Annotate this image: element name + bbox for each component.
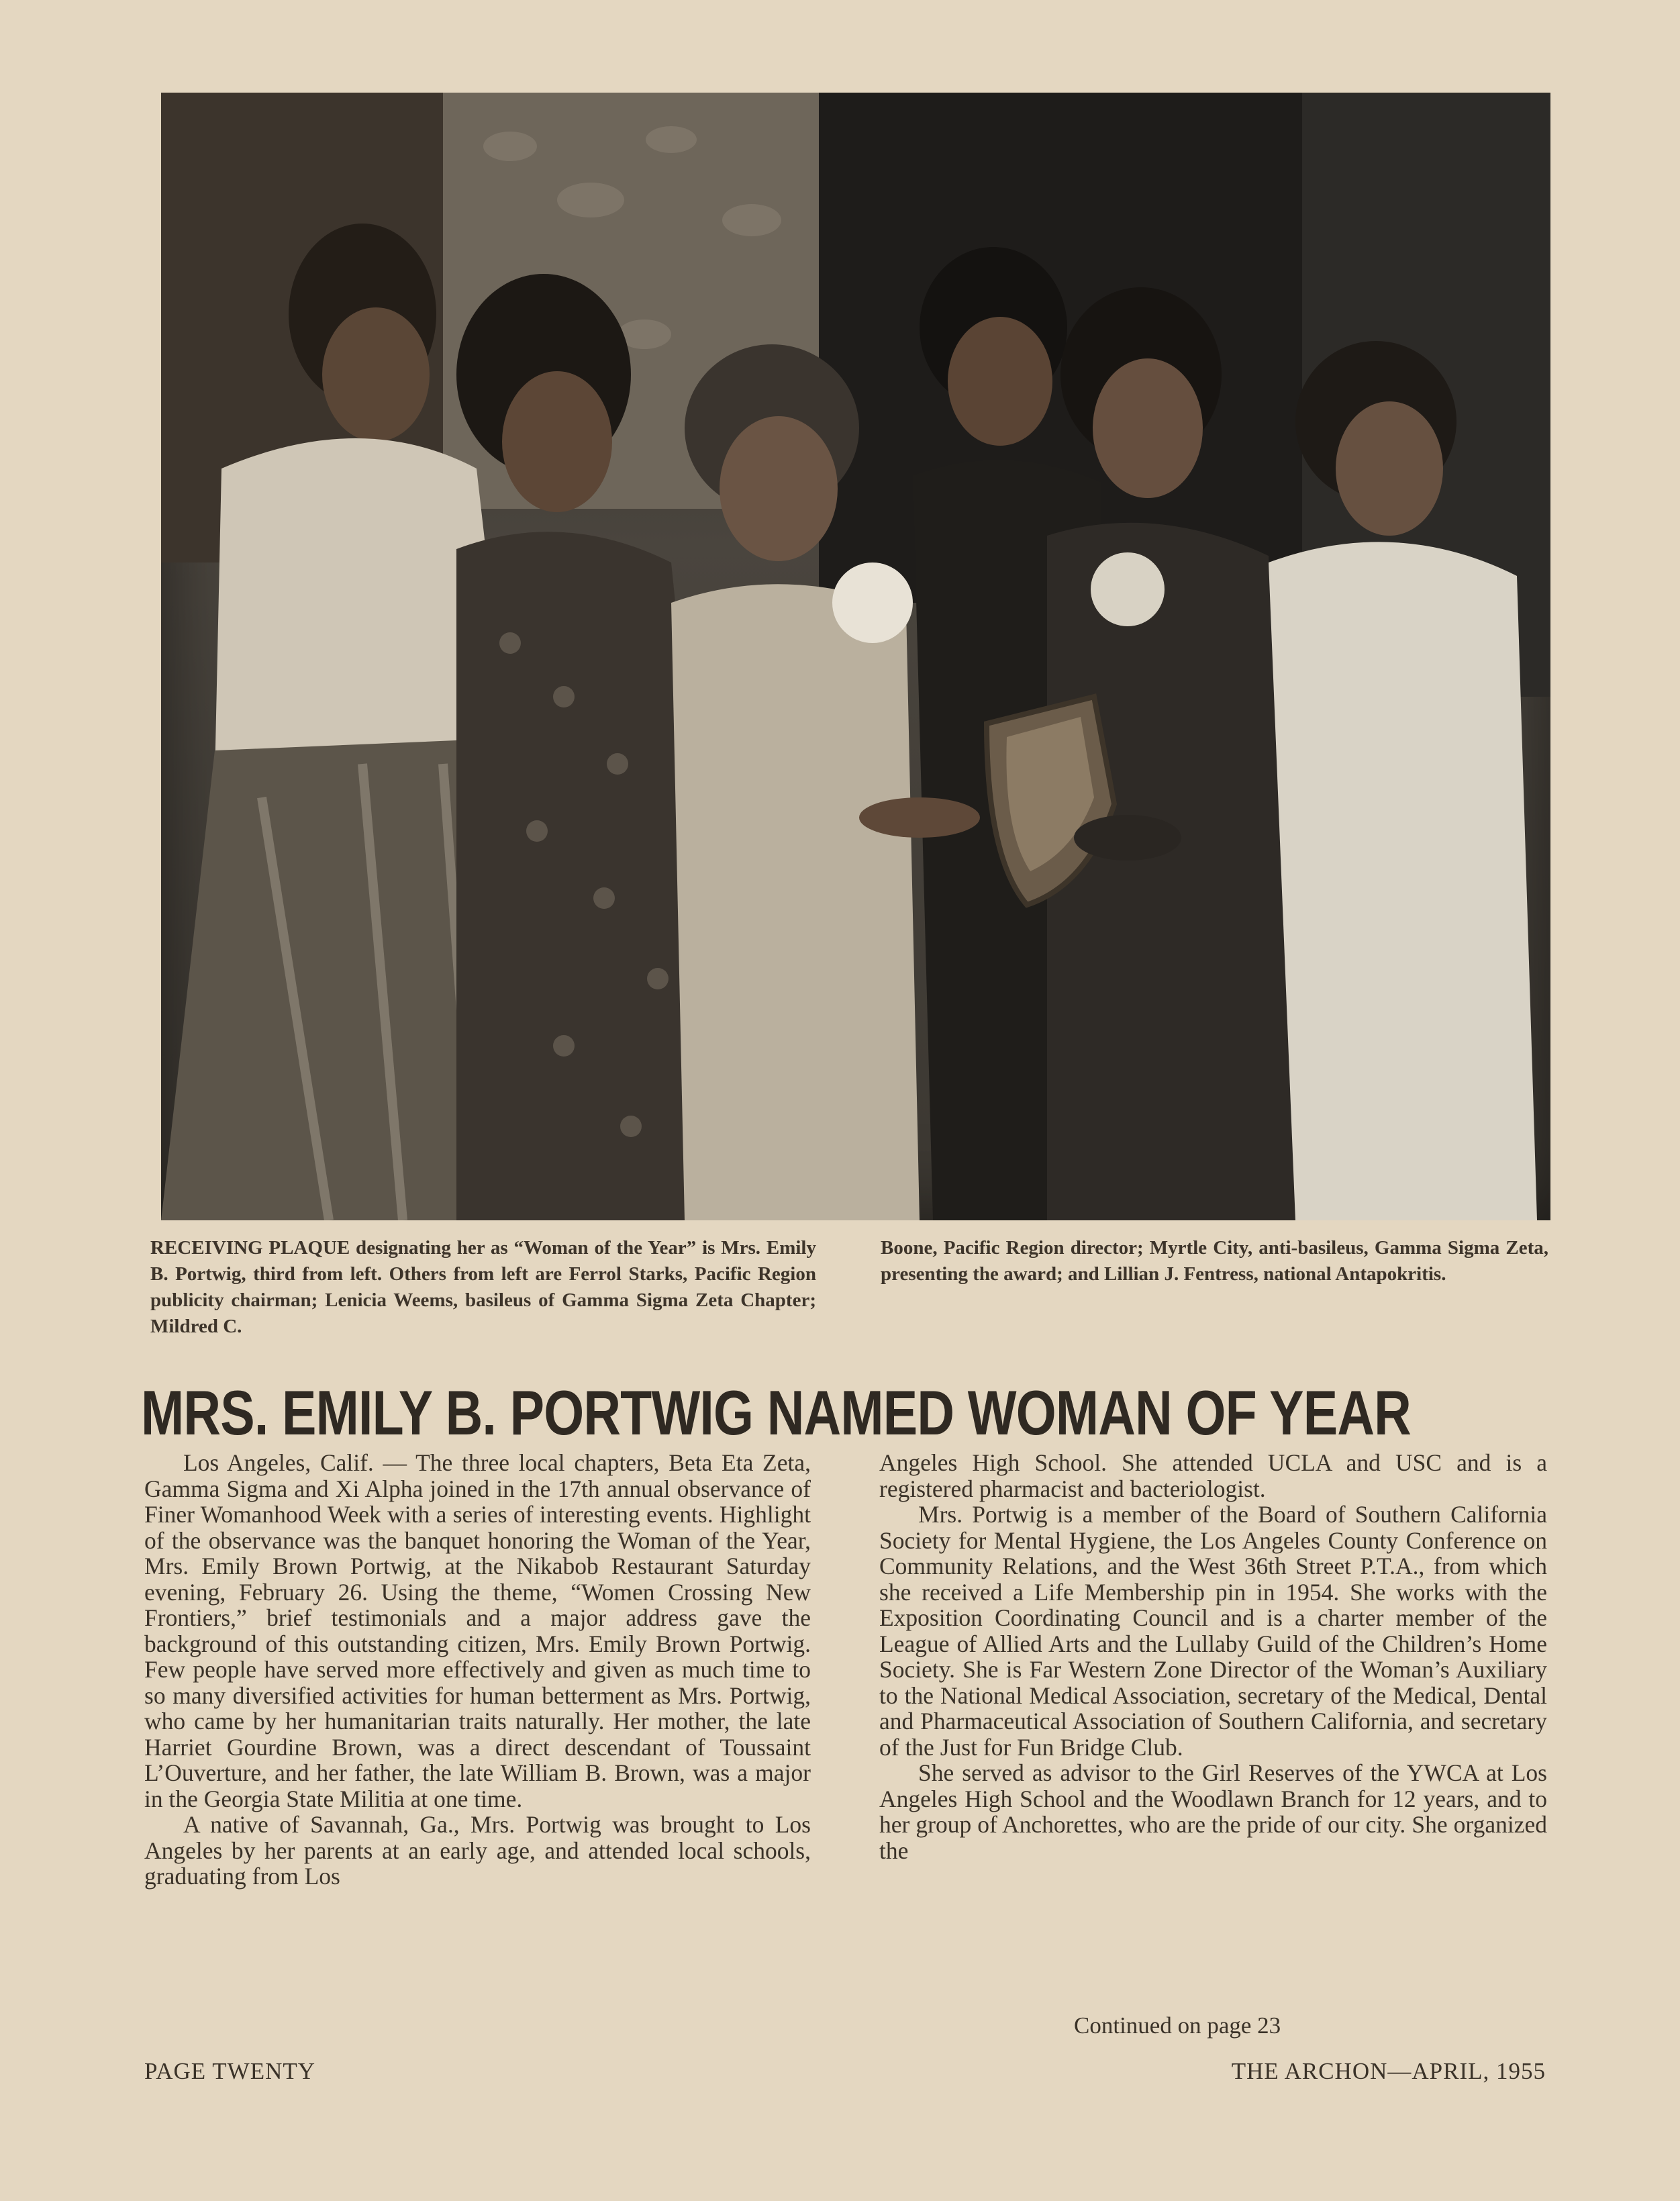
publication-info: THE ARCHON—APRIL, 1955 — [1231, 2058, 1546, 2084]
photo-caption-left: RECEIVING PLAQUE designating her as “Woman of the Year” is Mrs. Emily B. Portwig, third from left. Others from left are Ferrol Starks, Pacific Region publicity chairman; Lenicia Weems, basileus of Gamma Sigma Zeta Chapter; Mildred C. — [150, 1237, 816, 1337]
paragraph: Mrs. Portwig is a member of the Board of Southern California Society for Mental Hygiene, the Los Angeles County Conference on Community Relations, and the West 36th Street P.T.A., from which she received a Life Membership pin in 1954. She works with the Exposition Coordinating Council and is a charter member of the League of Allied Arts and the Lullaby Guild of the Children’s Home Society. She is Far Western Zone Director of the Woman’s Auxiliary to the National Medical Association, secretary of the Medical, Dental and Pharmaceutical Association of Southern California, and secretary of the Just for Fun Bridge Club. — [879, 1501, 1547, 1761]
article-column-left — [144, 1450, 811, 1890]
paragraph: Los Angeles, Calif. — The three local chapters, Beta Eta Zeta, Gamma Sigma and Xi Alpha joined in the 17th annual observance of Finer Womanhood Week with a series of interesting events. Highlight of the observance was the banquet honoring the Woman of the Year, Mrs. Emily Brown Portwig, at the Nikabob Restaurant Saturday evening, February 26. Using the theme, “Women Crossing New Frontiers,” brief testimonials and a major address gave the background of this outstanding citizen, Mrs. Emily Brown Portwig. Few people have served more effectively and given as much time to so many diversified activities for human betterment as Mrs. Portwig, who came by her humanitarian traits naturally. Her mother, the late Harriet Gourdine Brown, was a direct descendant of Toussaint L’Ouverture, and her father, the late William B. Brown, was a major in the Georgia State Militia at one time. — [144, 1449, 811, 1812]
page-number: PAGE TWENTY — [144, 2058, 316, 2084]
paragraph: A native of Savannah, Ga., Mrs. Portwig was brought to Los Angeles by her parents at an early age, and attended local schools, graduating from Los — [144, 1811, 811, 1890]
paragraph: She served as advisor to the Girl Reserves of the YWCA at Los Angeles High School and the Woodlawn Branch for 12 years, and to her group of Anchorettes, who are the pride of our city. She organized the — [879, 1759, 1547, 1864]
group-photo — [161, 93, 1550, 1220]
photo-caption-right: Boone, Pacific Region director; Myrtle City, anti-basileus, Gamma Sigma Zeta, presenting the award; and Lillian J. Fentress, national Antapokritis. — [881, 1237, 1548, 1285]
photo-illustration — [161, 93, 1550, 1220]
article-headline: MRS. EMILY B. PORTWIG NAMED WOMAN OF YEAR — [141, 1377, 1412, 1448]
continued-note: Continued on page 23 — [1074, 2012, 1281, 2039]
article-column-right — [879, 1450, 1547, 1863]
paragraph: Angeles High School. She attended UCLA and USC and is a registered pharmacist and bacteriologist. — [879, 1449, 1547, 1502]
